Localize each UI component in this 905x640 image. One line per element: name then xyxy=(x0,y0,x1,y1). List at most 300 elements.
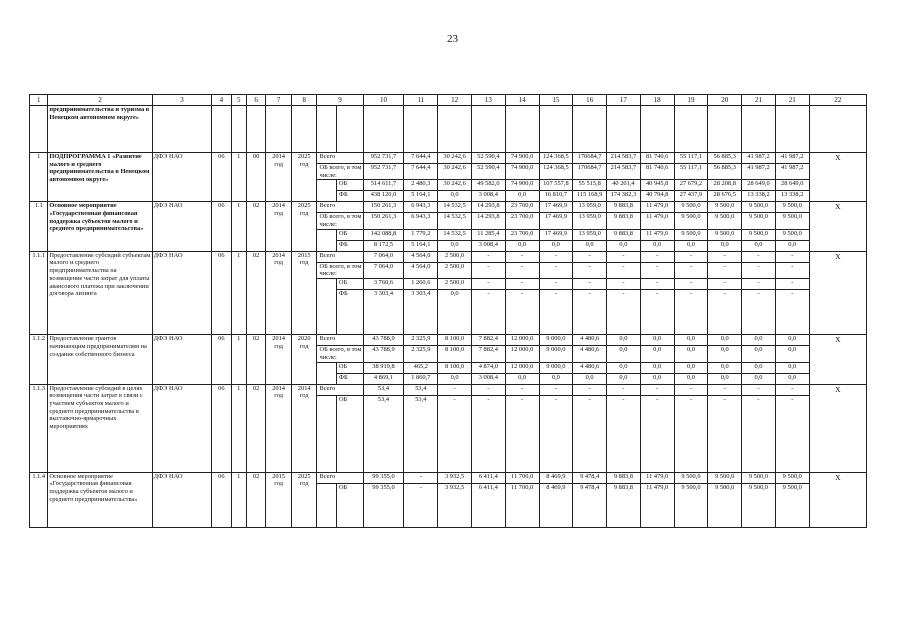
value-cell: - xyxy=(742,290,776,335)
budget-table xyxy=(29,94,867,528)
value-cell: - xyxy=(674,384,708,395)
value-cell: 1 860,7 xyxy=(404,373,438,384)
value-cell: 55 117,1 xyxy=(674,153,708,164)
value-cell: 4 869,1 xyxy=(363,373,404,384)
end-year xyxy=(291,384,317,472)
value-cell: 14 293,8 xyxy=(471,202,505,213)
column-header: 4 xyxy=(212,95,231,106)
value-cell: 11 479,0 xyxy=(640,202,674,213)
value-cell: 9 500,0 xyxy=(674,483,708,527)
value-cell: 30 242,6 xyxy=(438,164,472,180)
value-cell: 2 500,0 xyxy=(438,251,472,262)
col22-mark: X xyxy=(809,472,866,527)
value-cell: - xyxy=(539,262,573,278)
value-cell: 9 500,0 xyxy=(708,472,742,483)
funding-label: ФБ xyxy=(336,240,363,251)
value-cell: 170684,7 xyxy=(573,153,607,164)
value-cell: 6 943,3 xyxy=(404,202,438,213)
table-cell xyxy=(212,106,231,153)
value-cell: 1 260,6 xyxy=(404,279,438,290)
value-cell: 0,0 xyxy=(775,346,809,362)
value-cell: 3 760,6 xyxy=(363,279,404,290)
value-cell: 23 700,0 xyxy=(505,202,539,213)
value-cell: 17 469,9 xyxy=(539,213,573,229)
value-cell: 4 480,6 xyxy=(573,346,607,362)
value-cell: 4 480,6 xyxy=(573,362,607,373)
value-cell: 28 208,8 xyxy=(708,180,742,191)
value-cell: - xyxy=(674,395,708,472)
value-cell: 0,0 xyxy=(775,362,809,373)
table-cell xyxy=(438,106,472,153)
value-cell: 5 164,1 xyxy=(404,191,438,202)
label-spacer xyxy=(317,180,336,202)
table-cell xyxy=(266,106,292,153)
label-spacer xyxy=(317,483,336,527)
funding-label: Всего xyxy=(317,251,363,262)
value-cell: 465,2 xyxy=(404,362,438,373)
col22-mark: X xyxy=(809,384,866,472)
value-cell: 9 000,0 xyxy=(539,362,573,373)
year-unit: год xyxy=(299,342,309,350)
funding-label: Всего xyxy=(317,384,363,395)
value-cell: 99 355,0 xyxy=(363,483,404,527)
value-cell: 0,0 xyxy=(775,373,809,384)
label-spacer xyxy=(317,229,336,251)
value-cell: 11 700,0 xyxy=(505,472,539,483)
value-cell: 0,0 xyxy=(742,240,776,251)
year-unit: год xyxy=(299,210,309,218)
value-cell: - xyxy=(607,251,641,262)
column-header: 18 xyxy=(640,95,674,106)
code-cell: 1 xyxy=(231,202,246,251)
value-cell: - xyxy=(607,290,641,335)
start-year-value: 2014 xyxy=(272,335,285,343)
code-cell: 02 xyxy=(246,251,265,334)
value-cell: 0,0 xyxy=(607,362,641,373)
column-header: 16 xyxy=(573,95,607,106)
code-cell: 1 xyxy=(231,153,246,202)
value-cell: - xyxy=(640,251,674,262)
value-cell: 9 500,0 xyxy=(674,213,708,229)
start-year xyxy=(266,153,292,202)
value-cell: 1 779,2 xyxy=(404,229,438,240)
value-cell: - xyxy=(708,251,742,262)
value-cell: 2 325,9 xyxy=(404,346,438,362)
table-cell xyxy=(573,106,607,153)
value-cell: 8 100,0 xyxy=(438,346,472,362)
code-cell: 02 xyxy=(246,202,265,251)
value-cell: 3 008,4 xyxy=(471,373,505,384)
funding-label: Всего xyxy=(317,335,363,346)
value-cell: 0,0 xyxy=(674,335,708,346)
value-cell: 0,0 xyxy=(573,240,607,251)
value-cell: 0,0 xyxy=(640,373,674,384)
column-header: 5 xyxy=(231,95,246,106)
value-cell: 9 500,0 xyxy=(708,202,742,213)
value-cell: 9 500,0 xyxy=(742,472,776,483)
value-cell: - xyxy=(640,279,674,290)
value-cell: 9 500,0 xyxy=(742,229,776,240)
value-cell: 9 500,0 xyxy=(708,483,742,527)
row-number: 1.1.4 xyxy=(30,472,48,527)
value-cell: 115 168,9 xyxy=(573,191,607,202)
value-cell: 0,0 xyxy=(640,346,674,362)
value-cell: 40 945,8 xyxy=(640,180,674,191)
value-cell: 40 201,4 xyxy=(607,180,641,191)
code-cell: 06 xyxy=(212,335,231,384)
value-cell: - xyxy=(505,384,539,395)
value-cell: 0,0 xyxy=(505,191,539,202)
value-cell: - xyxy=(471,395,505,472)
end-year-value: 2025 xyxy=(297,153,311,160)
value-cell: 4 564,0 xyxy=(404,262,438,278)
value-cell: 13 959,0 xyxy=(573,202,607,213)
table-cell xyxy=(607,106,641,153)
value-cell: 9 500,0 xyxy=(674,229,708,240)
value-cell: 0,0 xyxy=(640,240,674,251)
header-row xyxy=(30,95,867,106)
responsible-org: ДФЭ НАО xyxy=(152,251,211,334)
value-cell: 0,0 xyxy=(640,335,674,346)
year-unit: год xyxy=(274,392,283,400)
value-cell: 13 338,2 xyxy=(742,191,776,202)
responsible-org: ДФЭ НАО xyxy=(152,202,211,251)
code-cell: 02 xyxy=(246,472,265,527)
responsible-org: ДФЭ НАО xyxy=(152,153,211,202)
table-row xyxy=(30,335,867,346)
responsible-org: ДФЭ НАО xyxy=(152,384,211,472)
code-cell: 1 xyxy=(231,335,246,384)
value-cell: 17 469,9 xyxy=(539,229,573,240)
value-cell: - xyxy=(674,251,708,262)
value-cell: - xyxy=(708,384,742,395)
value-cell: 81 740,6 xyxy=(640,153,674,164)
value-cell: 514 611,7 xyxy=(363,180,404,191)
start-year-value: 2014 xyxy=(272,384,285,392)
table-cell xyxy=(742,106,776,153)
column-header: 19 xyxy=(674,95,708,106)
continuation-row xyxy=(30,106,867,153)
value-cell: - xyxy=(573,251,607,262)
value-cell: 11 479,0 xyxy=(640,213,674,229)
column-header: 17 xyxy=(607,95,641,106)
row-number: 1.1.2 xyxy=(30,335,48,384)
value-cell: - xyxy=(505,290,539,335)
measure-name: Предоставление грантов начинающим предпринимателям на создание собственного бизнеса xyxy=(48,335,152,384)
value-cell: 12 000,0 xyxy=(505,362,539,373)
value-cell: - xyxy=(775,290,809,335)
value-cell: 9 500,0 xyxy=(708,213,742,229)
value-cell: - xyxy=(708,262,742,278)
value-cell: 7 644,4 xyxy=(404,153,438,164)
column-header: 1 xyxy=(30,95,48,106)
value-cell: 6 411,4 xyxy=(471,472,505,483)
value-cell: - xyxy=(708,395,742,472)
value-cell: - xyxy=(573,262,607,278)
column-header: 13 xyxy=(471,95,505,106)
value-cell: - xyxy=(607,279,641,290)
end-year-value: 2020 xyxy=(297,335,311,343)
year-unit: год xyxy=(299,392,309,400)
value-cell: - xyxy=(775,279,809,290)
value-cell: 2 500,0 xyxy=(438,262,472,278)
code-cell: 06 xyxy=(212,153,231,202)
value-cell: - xyxy=(640,384,674,395)
value-cell: 52 590,4 xyxy=(471,153,505,164)
value-cell: 43 788,9 xyxy=(363,346,404,362)
value-cell: 0,0 xyxy=(674,346,708,362)
year-unit: год xyxy=(274,210,283,218)
funding-label: Всего xyxy=(317,472,363,483)
value-cell: - xyxy=(539,279,573,290)
value-cell: 9 883,8 xyxy=(607,229,641,240)
table-cell xyxy=(674,106,708,153)
value-cell: 0,0 xyxy=(573,373,607,384)
table-cell xyxy=(809,106,866,153)
start-year xyxy=(266,335,292,384)
funding-label: Всего xyxy=(317,153,363,164)
start-year-value: 2014 xyxy=(272,202,285,210)
table-row xyxy=(30,202,867,213)
value-cell: 9 500,0 xyxy=(674,202,708,213)
start-year-value: 2014 xyxy=(272,153,285,160)
value-cell: 9 500,0 xyxy=(742,483,776,527)
value-cell: - xyxy=(775,384,809,395)
value-cell: 7 064,0 xyxy=(363,251,404,262)
table-cell xyxy=(775,106,809,153)
value-cell: 8 172,5 xyxy=(363,240,404,251)
value-cell: - xyxy=(573,290,607,335)
value-cell: - xyxy=(539,251,573,262)
value-cell: - xyxy=(471,279,505,290)
value-cell: 0,0 xyxy=(674,362,708,373)
code-cell: 06 xyxy=(212,472,231,527)
value-cell: - xyxy=(573,395,607,472)
funding-label: ОБ xyxy=(336,180,363,191)
value-cell: 9 883,8 xyxy=(607,472,641,483)
col22-mark: X xyxy=(809,251,866,334)
funding-label: ОБ xyxy=(336,483,363,527)
continued-name: предпринимательства и туризма в Ненецком автономном округе» xyxy=(48,106,152,153)
value-cell: 0,0 xyxy=(708,240,742,251)
value-cell: 9 883,8 xyxy=(607,202,641,213)
column-header: 12 xyxy=(438,95,472,106)
funding-label: ОБ всего, в том числе: xyxy=(317,262,363,278)
year-unit: год xyxy=(274,259,283,267)
value-cell: 9 000,0 xyxy=(539,335,573,346)
value-cell: - xyxy=(742,262,776,278)
value-cell: - xyxy=(775,251,809,262)
value-cell: 0,0 xyxy=(742,362,776,373)
value-cell: 14 532,5 xyxy=(438,213,472,229)
year-unit: год xyxy=(274,480,283,488)
value-cell: 214 583,7 xyxy=(607,153,641,164)
value-cell: 74 900,0 xyxy=(505,164,539,180)
value-cell: 0,0 xyxy=(438,290,472,335)
value-cell: 4 564,0 xyxy=(404,251,438,262)
value-cell: 30 242,6 xyxy=(438,153,472,164)
column-header: 10 xyxy=(363,95,404,106)
table-cell xyxy=(505,106,539,153)
value-cell: 7 644,4 xyxy=(404,164,438,180)
value-cell: 3 303,4 xyxy=(363,290,404,335)
value-cell: 9 500,0 xyxy=(674,472,708,483)
value-cell: 7 064,0 xyxy=(363,262,404,278)
value-cell: 2 325,9 xyxy=(404,335,438,346)
value-cell: 3 008,4 xyxy=(471,191,505,202)
value-cell: - xyxy=(775,395,809,472)
code-cell: 1 xyxy=(231,472,246,527)
value-cell: - xyxy=(505,251,539,262)
value-cell: 0,0 xyxy=(775,335,809,346)
value-cell: - xyxy=(607,262,641,278)
value-cell: 55 515,8 xyxy=(573,180,607,191)
value-cell: - xyxy=(742,384,776,395)
value-cell: 0,0 xyxy=(742,346,776,362)
value-cell: 11 479,0 xyxy=(640,483,674,527)
value-cell: 150 261,3 xyxy=(363,202,404,213)
column-header: 3 xyxy=(152,95,211,106)
measure-name: Предоставление субсидий субъектам малого и среднего предпринимательства на возмещение части затрат для уплаты авансового платежа при заключении договора лизинга xyxy=(48,251,152,334)
value-cell: 6 411,4 xyxy=(471,483,505,527)
end-year xyxy=(291,335,317,384)
value-cell: 9 500,0 xyxy=(775,472,809,483)
value-cell: 7 882,4 xyxy=(471,335,505,346)
value-cell: - xyxy=(539,395,573,472)
funding-label: ОБ xyxy=(336,395,363,472)
value-cell: - xyxy=(742,395,776,472)
value-cell: 214 583,7 xyxy=(607,164,641,180)
value-cell: 2 480,3 xyxy=(404,180,438,191)
table-row xyxy=(30,384,867,395)
column-header: 9 xyxy=(317,95,363,106)
value-cell: 0,0 xyxy=(539,240,573,251)
value-cell: 4 480,6 xyxy=(573,335,607,346)
row-number: 1.1 xyxy=(30,202,48,251)
value-cell: 53,4 xyxy=(404,384,438,395)
value-cell: 9 478,4 xyxy=(573,472,607,483)
value-cell: 41 987,2 xyxy=(742,164,776,180)
value-cell: 53,4 xyxy=(363,395,404,472)
code-cell: 06 xyxy=(212,384,231,472)
table-cell xyxy=(30,106,48,153)
value-cell: 28 676,5 xyxy=(708,191,742,202)
value-cell: 0,0 xyxy=(607,373,641,384)
value-cell: 8 469,9 xyxy=(539,483,573,527)
value-cell: 9 478,4 xyxy=(573,483,607,527)
value-cell: 81 740,6 xyxy=(640,164,674,180)
value-cell: 13 959,0 xyxy=(573,229,607,240)
value-cell: 4 874,0 xyxy=(471,362,505,373)
value-cell: 952 731,7 xyxy=(363,153,404,164)
start-year xyxy=(266,251,292,334)
value-cell: 0,0 xyxy=(640,362,674,373)
value-cell: 8 100,0 xyxy=(438,335,472,346)
col22-mark: X xyxy=(809,335,866,384)
value-cell: 0,0 xyxy=(438,191,472,202)
value-cell: 99 355,0 xyxy=(363,472,404,483)
funding-label: ОБ всего, в том числе: xyxy=(317,346,363,362)
value-cell: 23 700,0 xyxy=(505,229,539,240)
code-cell: 02 xyxy=(246,335,265,384)
measure-name: Основное мероприятие «Государственная финансовая поддержка субъектов малого и среднего предпринимательства» xyxy=(48,202,152,251)
table-cell xyxy=(246,106,265,153)
value-cell: 952 731,7 xyxy=(363,164,404,180)
value-cell: 53,4 xyxy=(363,384,404,395)
value-cell: 40 794,8 xyxy=(640,191,674,202)
end-year xyxy=(291,153,317,202)
value-cell: - xyxy=(404,472,438,483)
value-cell: 9 500,0 xyxy=(775,483,809,527)
value-cell: 27 437,9 xyxy=(674,191,708,202)
value-cell: 0,0 xyxy=(674,240,708,251)
value-cell: 30 242,6 xyxy=(438,180,472,191)
value-cell: - xyxy=(573,279,607,290)
value-cell: 2 500,0 xyxy=(438,279,472,290)
value-cell: 13 338,2 xyxy=(775,191,809,202)
start-year xyxy=(266,472,292,527)
value-cell: 0,0 xyxy=(708,335,742,346)
value-cell: 6 943,3 xyxy=(404,213,438,229)
value-cell: 0,0 xyxy=(438,240,472,251)
value-cell: 124 368,5 xyxy=(539,164,573,180)
code-cell: 06 xyxy=(212,202,231,251)
year-unit: год xyxy=(299,160,309,168)
value-cell: 0,0 xyxy=(742,373,776,384)
table-row xyxy=(30,251,867,262)
row-number: 1 xyxy=(30,153,48,202)
value-cell: - xyxy=(438,384,472,395)
end-year-value: 2015 xyxy=(297,251,311,259)
funding-label: ОБ всего, в том числе: xyxy=(317,213,363,229)
funding-label: ФБ xyxy=(336,191,363,202)
value-cell: 43 788,9 xyxy=(363,335,404,346)
table-cell xyxy=(640,106,674,153)
value-cell: 9 500,0 xyxy=(742,202,776,213)
column-header: 14 xyxy=(505,95,539,106)
column-header: 11 xyxy=(404,95,438,106)
value-cell: 9 500,0 xyxy=(775,202,809,213)
table-row xyxy=(30,153,867,164)
value-cell: 74 900,0 xyxy=(505,153,539,164)
start-year-value: 2014 xyxy=(272,251,285,259)
value-cell: 107 557,8 xyxy=(539,180,573,191)
table-cell xyxy=(231,106,246,153)
table-cell xyxy=(708,106,742,153)
code-cell: 00 xyxy=(246,153,265,202)
value-cell: - xyxy=(674,290,708,335)
value-cell: 56 885,3 xyxy=(708,153,742,164)
code-cell: 06 xyxy=(212,251,231,334)
responsible-org: ДФЭ НАО xyxy=(152,472,211,527)
value-cell: 3 303,4 xyxy=(404,290,438,335)
value-cell: 3 008,4 xyxy=(471,240,505,251)
table-cell xyxy=(152,106,211,153)
column-header: 2 xyxy=(48,95,152,106)
value-cell: - xyxy=(775,262,809,278)
column-header: 21 xyxy=(775,95,809,106)
funding-label: ОБ всего, в том числе: xyxy=(317,164,363,180)
start-year xyxy=(266,384,292,472)
column-header: 21 xyxy=(742,95,776,106)
funding-label: ФБ xyxy=(336,290,363,335)
value-cell: 0,0 xyxy=(607,240,641,251)
value-cell: 14 532,5 xyxy=(438,229,472,240)
year-unit: год xyxy=(274,160,283,168)
value-cell: - xyxy=(505,395,539,472)
year-unit: год xyxy=(274,342,283,350)
end-year xyxy=(291,202,317,251)
